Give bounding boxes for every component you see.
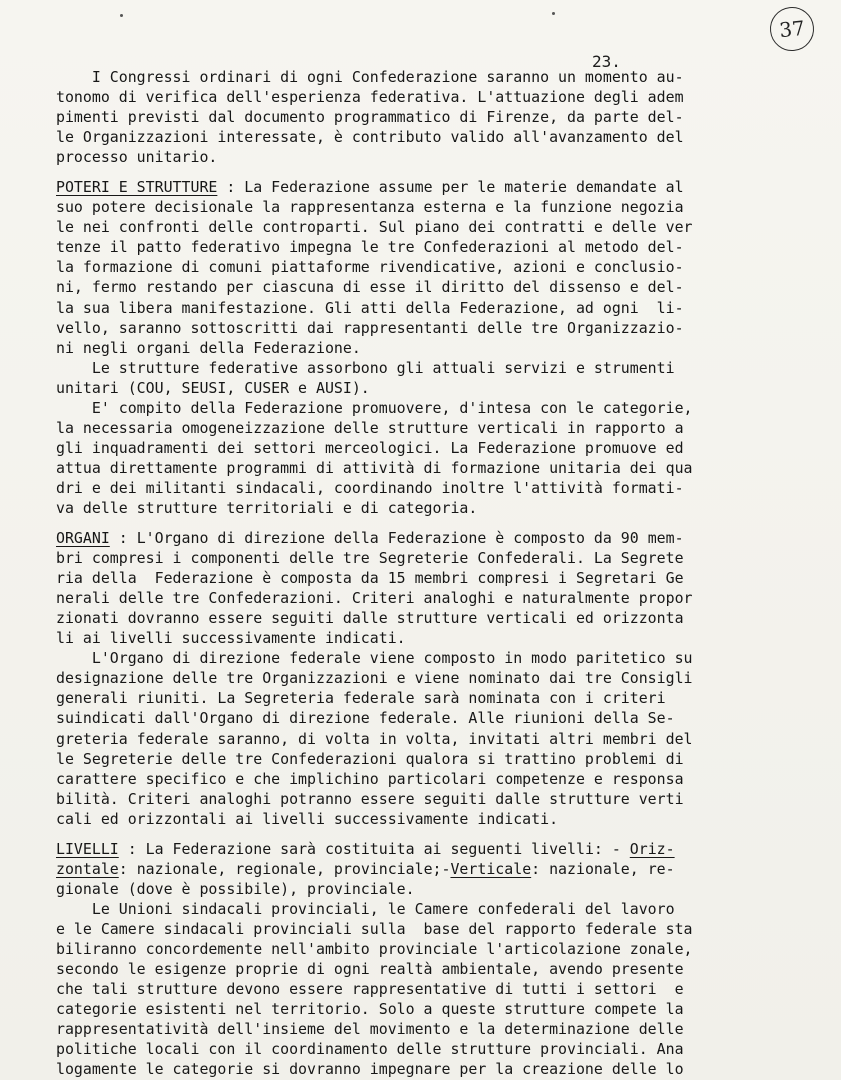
text-line: generali riuniti. La Segreteria federale sarà nominata con i criteri	[56, 689, 666, 708]
text-line: Le strutture federative assorbono gli attuali servizi e strumenti	[56, 358, 675, 377]
text-line: le Organizzazioni interessate, è contributo valido all'avanzamento del	[56, 128, 684, 147]
text-line: categorie esistenti nel territorio. Solo a queste strutture compete la	[56, 1000, 684, 1019]
text-line: bri compresi i componenti delle tre Segreterie Confederali. La Segrete	[56, 549, 684, 568]
paper-speck	[120, 14, 123, 17]
handwritten-page-stamp: 37	[768, 5, 816, 53]
text-line: bilità. Criteri analoghi potranno essere seguiti dalle strutture verti	[56, 789, 684, 808]
paragraph-congressi	[56, 67, 796, 167]
text-line: le Segreterie delle tre Confederazioni qualora si trattino problemi di	[56, 749, 684, 768]
text-line: ni negli organi della Federazione.	[56, 338, 361, 357]
section-first-line: : La Federazione assume per le materie demandate al	[217, 178, 684, 197]
section-livelli	[56, 839, 796, 1080]
paper-speck	[552, 12, 555, 15]
text-line: ria della Federazione è composta da 15 membri compresi i Segretari Ge	[56, 569, 684, 588]
term-verticale: Verticale	[450, 859, 532, 878]
text-line: processo unitario.	[56, 148, 218, 167]
text-line: le nei confronti delle controparti. Sul piano dei contratti e delle ver	[56, 218, 693, 237]
section-organi	[56, 528, 796, 829]
text-line: attua direttamente programmi di attività di formazione unitaria dei qua	[56, 458, 693, 477]
text-line: vello, saranno sottoscritti dai rappresentanti delle tre Organizzazio-	[56, 318, 684, 337]
text-line: suo potere decisionale la rappresentanza esterna e la funzione negozia	[56, 198, 684, 217]
text-line: tonomo di verifica dell'esperienza federativa. L'attuazione degli adem	[56, 88, 684, 107]
section-heading-poteri: POTERI E STRUTTURE	[56, 178, 218, 197]
section-poteri-e-strutture	[56, 177, 796, 518]
text-line: pimenti previsti dal documento programmatico di Firenze, da parte del-	[56, 108, 684, 127]
text-line: ni, fermo restando per ciascuna di esse il diritto del dissenso e del-	[56, 278, 684, 297]
text-line: L'Organo di direzione federale viene composto in modo paritetico su	[56, 649, 693, 668]
text-line: la sua libera manifestazione. Gli atti della Federazione, ad ogni li-	[56, 298, 684, 317]
text-run: : nazionale, regionale, provinciale;-	[118, 859, 451, 878]
section-first-line: : L'Organo di direzione della Federazione è composto da 90 mem-	[109, 529, 684, 548]
text-line: gionale (dove è possibile), provinciale.	[56, 879, 415, 898]
text-line: e le Camere sindacali provinciali sulla base del rapporto federale sta	[56, 919, 693, 938]
text-line: gli inquadramenti dei settori merceologici. La Federazione promuove ed	[56, 438, 684, 457]
text-run: : La Federazione sarà costituita ai seguenti livelli: -	[118, 839, 630, 858]
text-run: : nazionale, re-	[531, 859, 675, 878]
text-line: tenze il patto federativo impegna le tre Confederazioni al metodo del-	[56, 238, 684, 257]
text-line: biliranno concordemente nell'ambito provinciale l'articolazione zonale,	[56, 939, 693, 958]
section-heading-organi: ORGANI	[56, 529, 110, 548]
text-line: dri e dei militanti sindacali, coordinando inoltre l'attività formati-	[56, 478, 684, 497]
text-line: la formazione di comuni piattaforme rivendicative, azioni e conclusio-	[56, 258, 684, 277]
term-orizzontale: zontale	[56, 859, 119, 878]
text-line: designazione delle tre Organizzazioni e viene nominato dai tre Consigli	[56, 669, 693, 688]
text-line: li ai livelli successivamente indicati.	[56, 629, 406, 648]
text-line: unitari (COU, SEUSI, CUSER e AUSI).	[56, 378, 370, 397]
text-line: I Congressi ordinari di ogni Confederazione saranno un momento au-	[56, 68, 684, 86]
text-line: va delle strutture territoriali e di categoria.	[56, 498, 478, 517]
text-line: la necessaria omogeneizzazione delle strutture verticali in rapporto a	[56, 418, 684, 437]
text-line: rappresentatività dell'insieme del movimento e la determinazione delle	[56, 1020, 684, 1039]
text-line: logamente le categorie si dovranno impegnare per la creazione delle lo	[56, 1060, 684, 1079]
text-line: suindicati dall'Organo di direzione federale. Alle riunioni della Se-	[56, 709, 675, 728]
text-line: politiche locali con il coordinamento delle strutture provinciali. Ana	[56, 1040, 684, 1059]
section-heading-livelli: LIVELLI	[56, 839, 119, 858]
page-number: 23.	[592, 52, 621, 71]
term-orizzontale: Oriz-	[629, 839, 675, 858]
text-line: E' compito della Federazione promuovere, d'intesa con le categorie,	[56, 398, 693, 417]
document-body	[56, 67, 796, 1079]
text-line: carattere specifico e che implichino particolari competenze e responsa	[56, 769, 684, 788]
text-line: nerali delle tre Confederazioni. Criteri analoghi e naturalmente propor	[56, 589, 693, 608]
text-line: secondo le esigenze proprie di ogni realtà ambientale, avendo presente	[56, 960, 684, 979]
text-line: zionati dovranno essere seguiti dalle strutture verticali ed orizzonta	[56, 609, 684, 628]
text-line: cali ed orizzontali ai livelli successivamente indicati.	[56, 809, 559, 828]
text-line: che tali strutture devono essere rappresentative di tutti i settori e	[56, 980, 684, 999]
text-line: Le Unioni sindacali provinciali, le Camere confederali del lavoro	[56, 899, 675, 918]
text-line: greteria federale saranno, di volta in volta, invitati altri membri del	[56, 729, 693, 748]
